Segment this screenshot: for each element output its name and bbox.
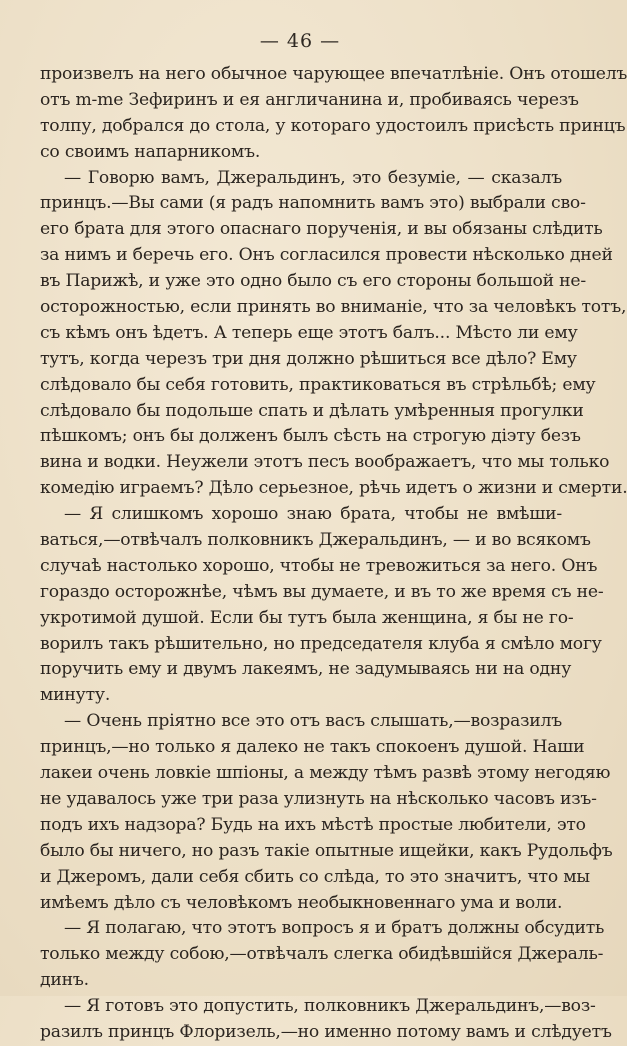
text-line: комедію играемъ? Дѣло серьезное, рѣчь идетъ о жизни и смерти. <box>40 478 627 499</box>
text-line: — Я готовъ это допустить, полковникъ Джеральдинъ,—воз- <box>64 996 596 1017</box>
text-line: — Я слишкомъ хорошо знаю брата, чтобы не вмѣши- <box>64 504 562 525</box>
text-line: вина и водки. Неужели этотъ песъ воображаетъ, что мы только <box>40 452 610 473</box>
text-line: толпу, добрался до стола, у котораго удостоилъ присѣсть принцъ <box>40 115 626 136</box>
text-line: гораздо осторожнѣе, чѣмъ вы думаете, и въ то же время съ не- <box>40 581 604 602</box>
text-line: разилъ принцъ Флоризель,—но именно потому вамъ и слѣдуетъ <box>40 1021 612 1042</box>
text-line: за нимъ и беречь его. Онъ согласился провести нѣсколько дней <box>40 245 613 266</box>
text-line: ворилъ такъ рѣшительно, но председателя клуба я смѣло могу <box>40 633 602 654</box>
page-number: — 46 — <box>259 30 341 52</box>
text-line: слѣдовало бы подольше спать и дѣлать умѣренныя прогулки <box>40 400 584 421</box>
text-line: динъ. <box>40 970 89 991</box>
text-line: — Говорю вамъ, Джеральдинъ, это безуміе, — сказалъ <box>64 167 562 188</box>
text-line: со своимъ напарникомъ. <box>40 141 261 162</box>
text-line: слѣдовало бы себя готовить, практиковаться въ стрѣльбѣ; ему <box>40 374 596 395</box>
text-line: отъ m-me Зефиринъ и ея англичанина и, пробиваясь черезъ <box>40 89 579 110</box>
text-line: поручить ему и двумъ лакеямъ, не задумываясь ни на одну <box>40 659 572 680</box>
text-line: имѣемъ дѣло съ человѣкомъ необыкновеннаго ума и воли. <box>40 892 563 913</box>
text-line: подъ ихъ надзора? Будь на ихъ мѣстѣ простые любители, это <box>40 814 586 835</box>
text-line: принцъ.—Вы сами (я радъ напомнить вамъ это) выбрали сво- <box>40 193 586 214</box>
text-line: принцъ,—но только я далеко не такъ спокоенъ душой. Наши <box>40 737 585 758</box>
body-text <box>40 62 627 1046</box>
text-line: укротимой душой. Если бы тутъ была женщина, я бы не го- <box>40 607 574 628</box>
text-line: съ кѣмъ онъ ѣдетъ. А теперь еще этотъ балъ... Мѣсто ли ему <box>40 322 578 343</box>
text-line: только между собою,—отвѣчалъ слегка обидѣвшійся Джераль- <box>40 944 604 965</box>
text-line: — Очень пріятно все это отъ васъ слышать,—возразилъ <box>64 711 562 732</box>
text-line: минуту. <box>40 685 111 706</box>
text-line: ваться,—отвѣчалъ полковникъ Джеральдинъ, — и во всякомъ <box>40 530 591 551</box>
text-line: и Джеромъ, дали себя сбить со слѣда, то это значитъ, что мы <box>40 866 590 887</box>
text-line: было бы ничего, но разъ такіе опытные ищейки, какъ Рудольфъ <box>40 840 613 861</box>
text-line: лакеи очень ловкіе шпіоны, а между тѣмъ развѣ этому негодяю <box>40 763 611 784</box>
text-line: случаѣ настолько хорошо, чтобы не тревожиться за него. Онъ <box>40 555 598 576</box>
text-line: въ Парижѣ, и уже это одно было съ его стороны большой не- <box>40 271 586 292</box>
text-line: произвелъ на него обычное чарующее впечатлѣніе. Онъ отошелъ <box>40 64 627 84</box>
text-line: не удавалось уже три раза улизнуть на нѣсколько часовъ изъ- <box>40 788 597 809</box>
text-line: — Я полагаю, что этотъ вопросъ я и братъ должны обсудить <box>64 918 605 939</box>
text-line: осторожностью, если принять во вниманіе, что за человѣкъ тотъ, <box>40 297 627 318</box>
text-line: его брата для этого опаснаго порученія, и вы обязаны слѣдить <box>40 219 603 240</box>
text-line: пѣшкомъ; онъ бы долженъ былъ сѣсть на строгую діэту безъ <box>40 426 581 447</box>
text-line: тутъ, когда черезъ три дня должно рѣшиться все дѣло? Ему <box>40 348 577 369</box>
